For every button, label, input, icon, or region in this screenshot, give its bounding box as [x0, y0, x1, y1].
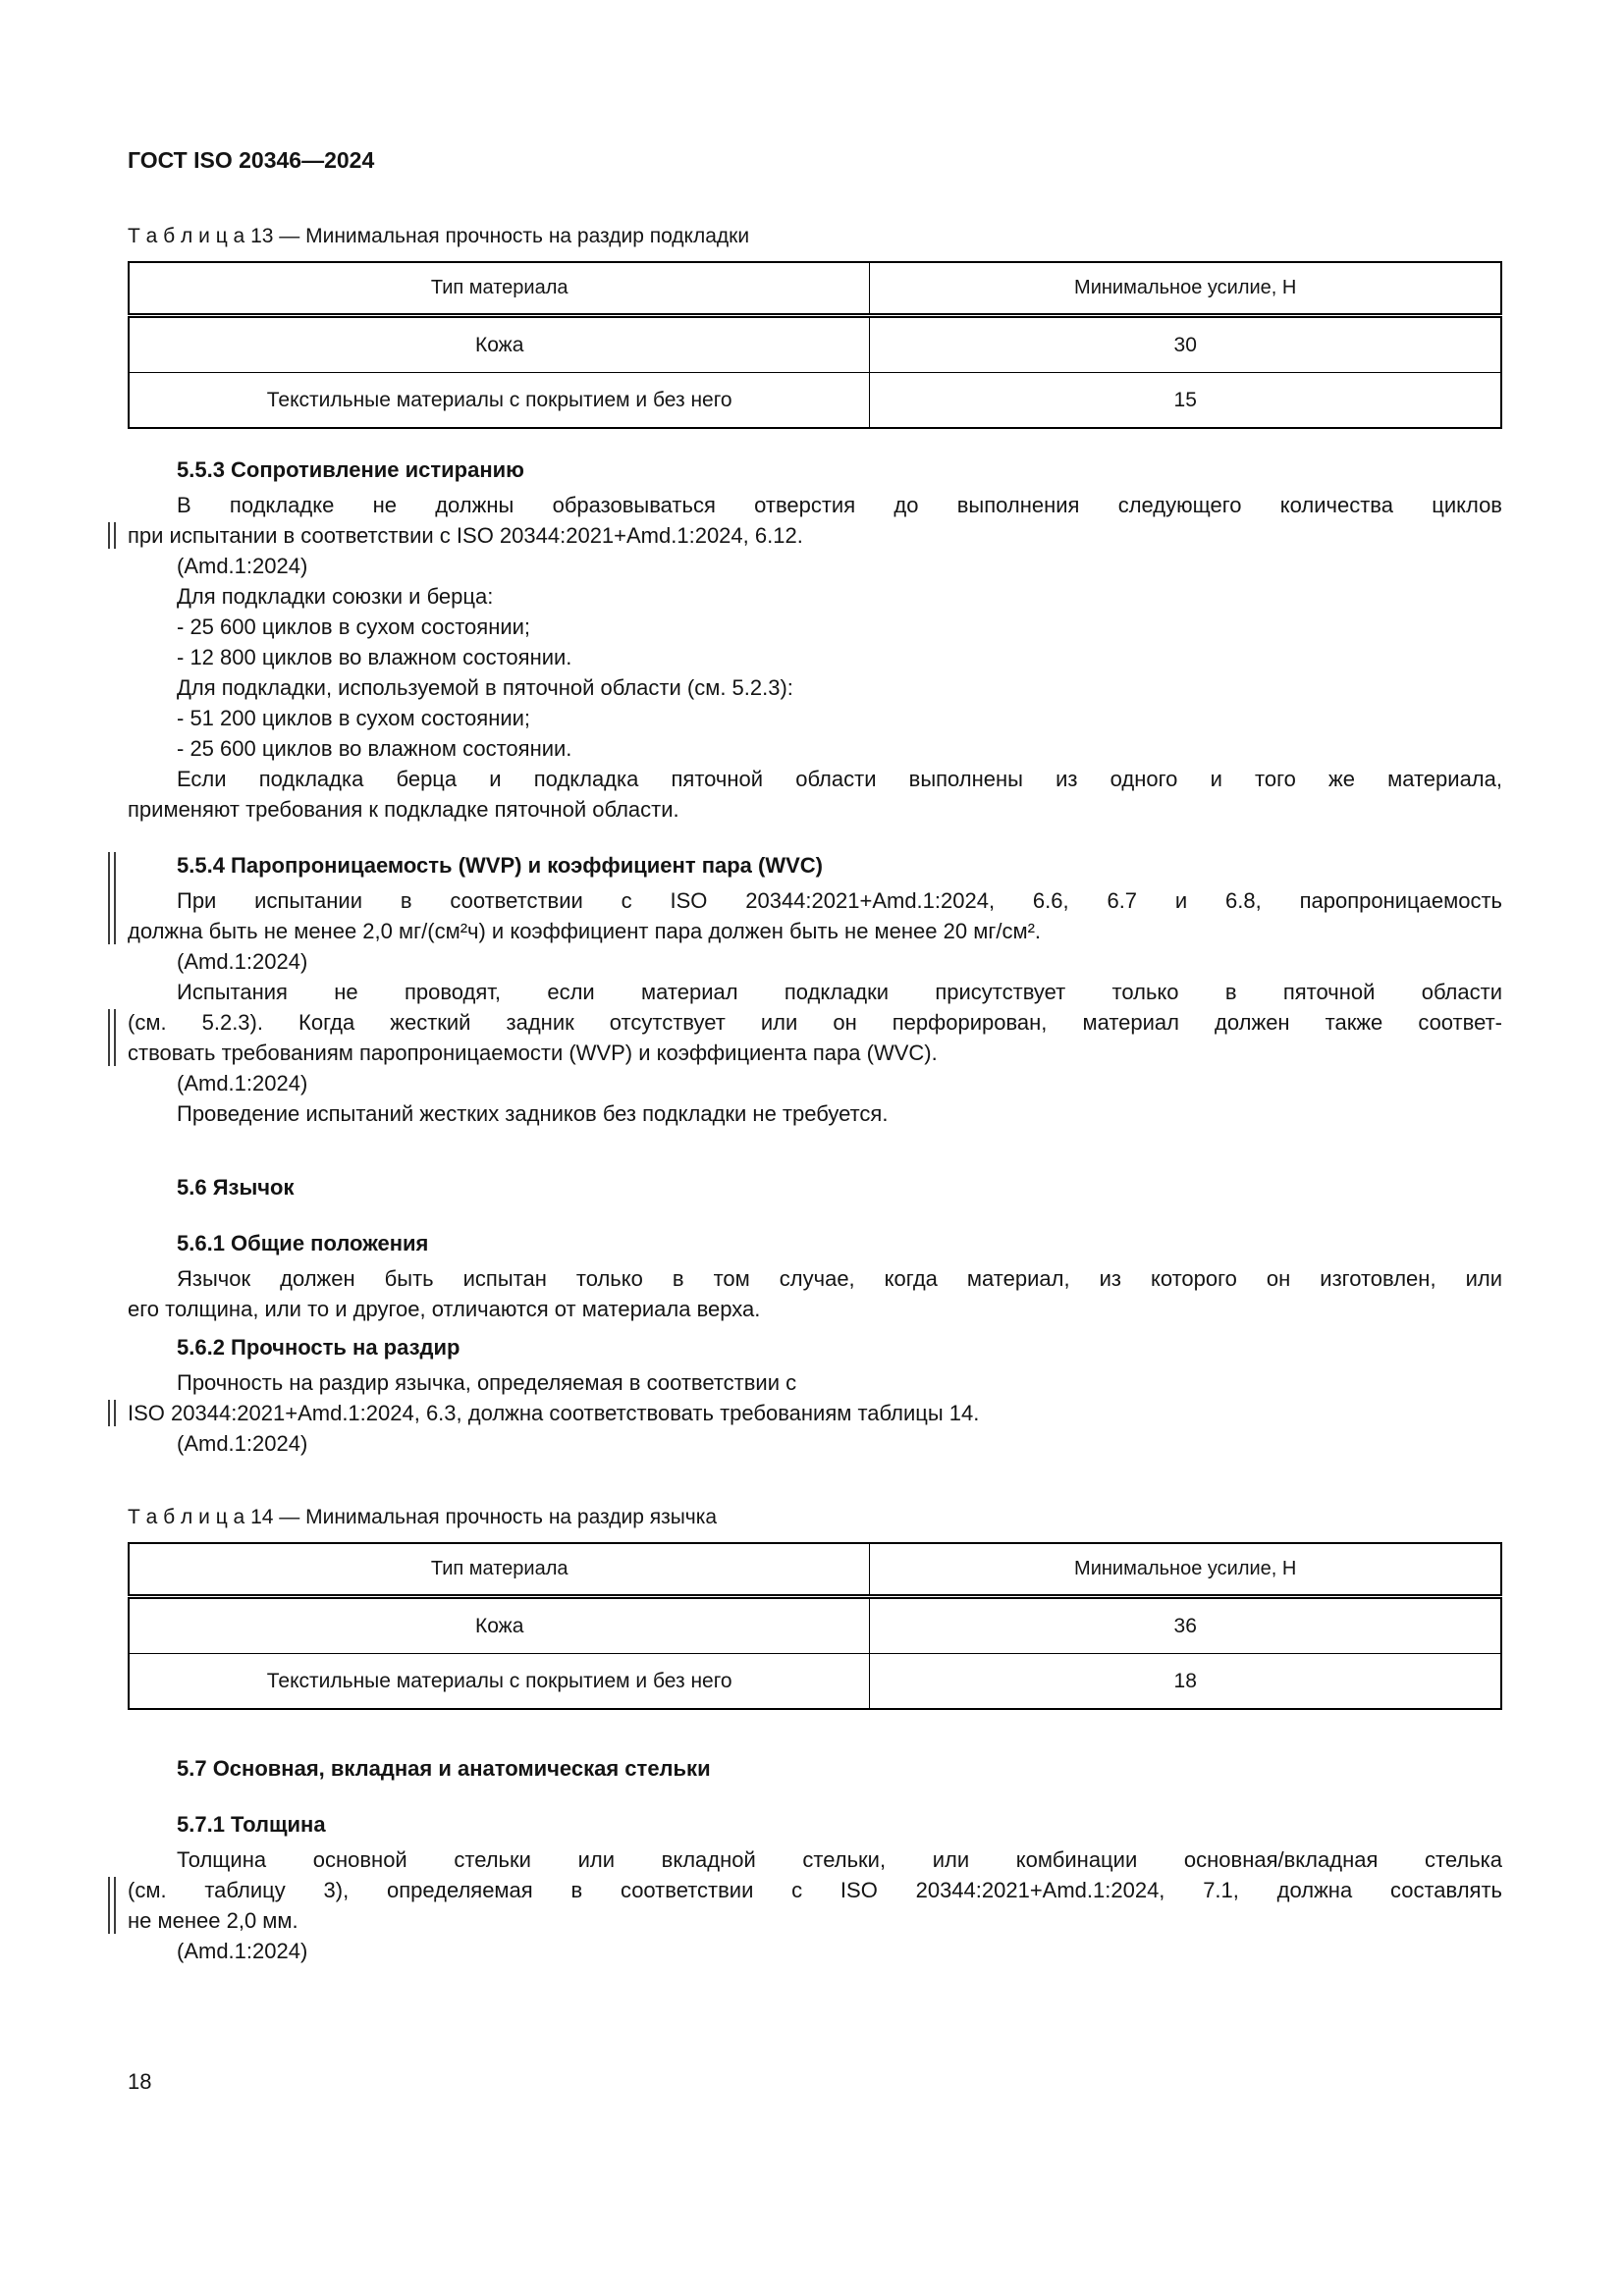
column-header: Тип материала: [129, 1543, 870, 1597]
amd-note: (Amd.1:2024): [177, 1939, 308, 1963]
table-cell: 36: [870, 1597, 1501, 1654]
heading-5-5-4: 5.5.4 Паропроницаемость (WVP) и коэффициент пара (WVC): [177, 853, 824, 878]
table-header-row: [129, 1543, 1501, 1597]
table-cell: 18: [870, 1654, 1501, 1710]
column-header: Тип материала: [129, 262, 870, 316]
paragraph-line: должна быть не менее 2,0 мг/(см²ч) и коэффициент пара должен быть не менее 20 мг/см².: [128, 919, 1042, 943]
changed-block: [128, 520, 1502, 551]
table-row: [129, 1654, 1501, 1710]
page-number: 18: [128, 2069, 152, 2094]
paragraph-line: Проведение испытаний жестких задников без подкладки не требуется.: [177, 1101, 889, 1126]
column-header: Минимальное усилие, Н: [870, 262, 1501, 316]
paragraph: [128, 764, 1502, 825]
paragraph-line: ствовать требованиям паропроницаемости (WVP) и коэффициента пара (WVC).: [128, 1041, 938, 1065]
heading-5-6: 5.6 Язычок: [177, 1175, 295, 1200]
paragraph-line: Для подкладки союзки и берца:: [177, 584, 494, 609]
paragraph-line: ISO 20344:2021+Amd.1:2024, 6.3, должна соответствовать требованиям таблицы 14.: [128, 1401, 980, 1425]
paragraph-line: Толщина основной стельки или вкладной стельки, или комбинации основная/вкладная стелька: [177, 1847, 1502, 1872]
paragraph-line: Испытания не проводят, если материал подкладки присутствует только в пяточной области: [177, 980, 1502, 1004]
paragraph: [128, 1367, 1502, 1428]
list-item: - 25 600 циклов в сухом состоянии;: [177, 614, 531, 639]
paragraph-line: при испытании в соответствии с ISO 20344:2021+Amd.1:2024, 6.12.: [128, 523, 803, 548]
list-item: - 25 600 циклов во влажном состоянии.: [177, 736, 572, 761]
page-content: [128, 145, 1502, 1966]
paragraph: [128, 1844, 1502, 1936]
paragraph: [128, 977, 1502, 1068]
table-cell: Кожа: [129, 316, 870, 373]
amd-note: (Amd.1:2024): [177, 949, 308, 974]
amd-note: (Amd.1:2024): [177, 554, 308, 578]
paragraph: [128, 490, 1502, 551]
paragraph-line: не менее 2,0 мм.: [128, 1908, 298, 1933]
heading-5-7-1: 5.7.1 Толщина: [177, 1812, 326, 1837]
table-cell: 30: [870, 316, 1501, 373]
paragraph-line: (см. 5.2.3). Когда жесткий задник отсутствует или он перфорирован, материал должен также соответ-: [128, 1010, 1502, 1035]
change-bar-icon: [108, 852, 116, 944]
amd-note: (Amd.1:2024): [177, 1431, 308, 1456]
paragraph-line: При испытании в соответствии с ISO 20344:2021+Amd.1:2024, 6.6, 6.7 и 6.8, паропроницаемость: [177, 888, 1502, 913]
change-bar-icon: [108, 1877, 116, 1934]
heading-5-6-2: 5.6.2 Прочность на раздир: [177, 1335, 460, 1360]
table-row: [129, 1597, 1501, 1654]
changed-block: [128, 1875, 1502, 1936]
table-row: [129, 373, 1501, 429]
table-row: [129, 316, 1501, 373]
table-14: [128, 1542, 1502, 1710]
paragraph-line: Для подкладки, используемой в пяточной области (см. 5.2.3):: [177, 675, 793, 700]
table-13-caption: Т а б л и ц а 13 — Минимальная прочность на раздир подкладки: [128, 225, 750, 247]
paragraph-line: Прочность на раздир язычка, определяемая в соответствии с: [177, 1370, 797, 1395]
heading-5-6-1: 5.6.1 Общие положения: [177, 1231, 429, 1255]
table-cell: 15: [870, 373, 1501, 429]
paragraph-line: Язычок должен быть испытан только в том случае, когда материал, из которого он изготовлен, или: [177, 1266, 1502, 1291]
table-14-caption: Т а б л и ц а 14 — Минимальная прочность на раздир язычка: [128, 1506, 718, 1528]
changed-block: [128, 1007, 1502, 1068]
paragraph-line: Если подкладка берца и подкладка пяточной области выполнены из одного и того же материала,: [177, 767, 1502, 791]
paragraph: [128, 1263, 1502, 1324]
table-13: [128, 261, 1502, 429]
table-header-row: [129, 262, 1501, 316]
list-item: - 12 800 циклов во влажном состоянии.: [177, 645, 572, 669]
column-header: Минимальное усилие, Н: [870, 1543, 1501, 1597]
change-bar-icon: [108, 1400, 116, 1426]
paragraph-line: В подкладке не должны образовываться отверстия до выполнения следующего количества циклов: [177, 493, 1502, 517]
amd-note: (Amd.1:2024): [177, 1071, 308, 1095]
heading-5-5-3: 5.5.3 Сопротивление истиранию: [177, 457, 524, 482]
changed-block: [128, 1398, 1502, 1428]
changed-block: [128, 850, 1502, 946]
table-cell: Кожа: [129, 1597, 870, 1654]
change-bar-icon: [108, 522, 116, 549]
doc-code: ГОСТ ISO 20346—2024: [128, 147, 375, 173]
heading-5-7: 5.7 Основная, вкладная и анатомическая стельки: [177, 1756, 711, 1781]
paragraph-line: применяют требования к подкладке пяточной области.: [128, 797, 679, 822]
table-cell: Текстильные материалы с покрытием и без него: [129, 373, 870, 429]
table-cell: Текстильные материалы с покрытием и без него: [129, 1654, 870, 1710]
list-item: - 51 200 циклов в сухом состоянии;: [177, 706, 531, 730]
paragraph-line: его толщина, или то и другое, отличаются от материала верха.: [128, 1297, 761, 1321]
change-bar-icon: [108, 1009, 116, 1066]
paragraph-line: (см. таблицу 3), определяемая в соответствии с ISO 20344:2021+Amd.1:2024, 7.1, должна составлять: [128, 1878, 1502, 1902]
